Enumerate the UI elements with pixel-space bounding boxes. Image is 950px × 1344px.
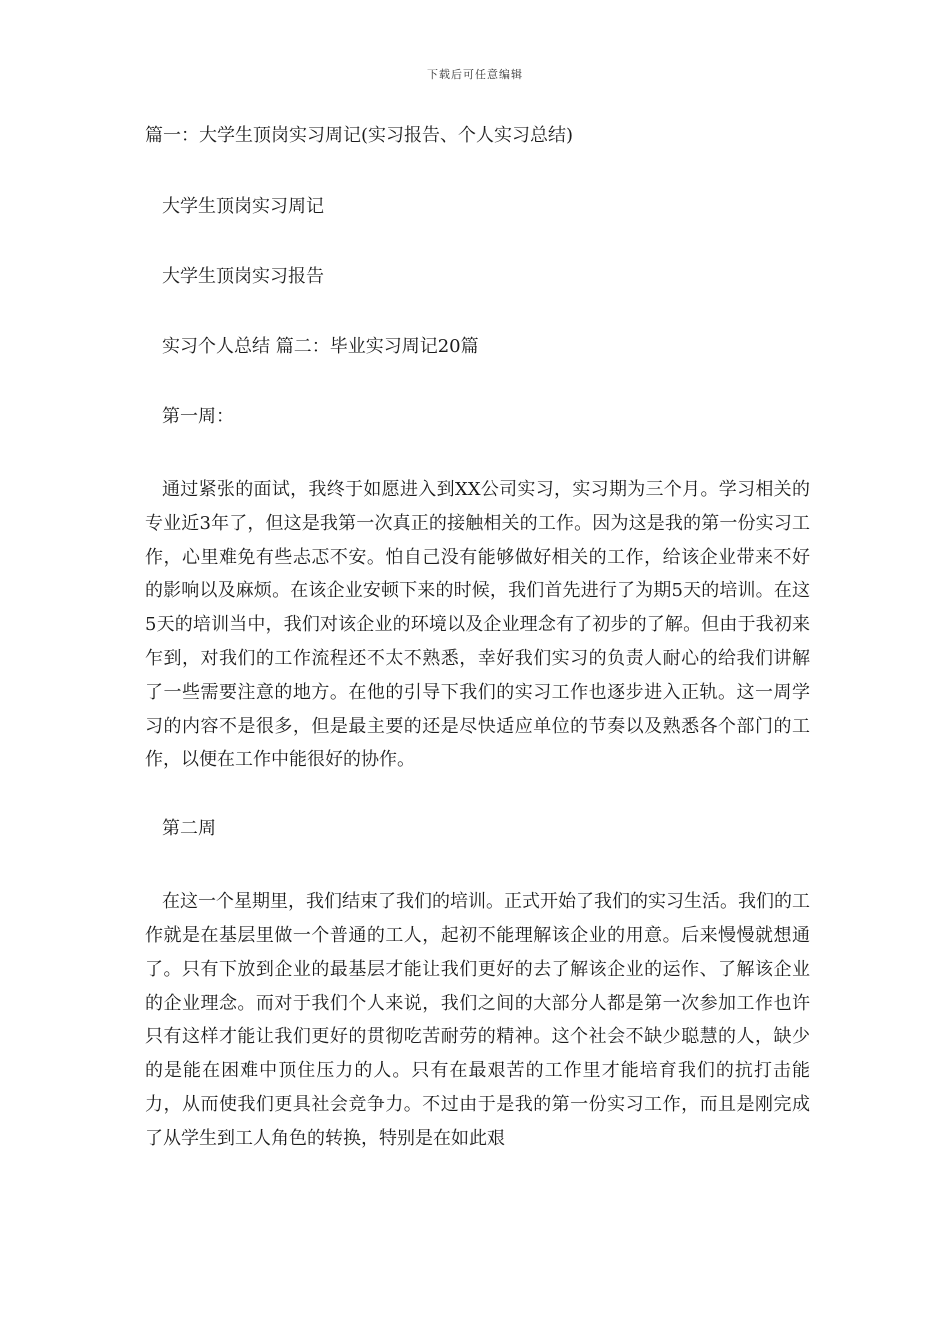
week2-heading: 第二周 bbox=[162, 818, 216, 840]
subtitle-weekly-journal: 大学生顶岗实习周记 bbox=[162, 196, 324, 217]
subtitle-personal-summary: 实习个人总结 篇二：毕业实习周记20篇 bbox=[162, 336, 479, 357]
document-title: 篇一：大学生顶岗实习周记(实习报告、个人实习总结) bbox=[145, 125, 574, 146]
week2-paragraph: 在这一个星期里，我们结束了我们的培训。正式开始了我们的实习生活。我们的工作就是在基层里做一个普通的工人，起初不能理解该企业的用意。后来慢慢就想通了。只有下放到企业的最基层才能让我们更好的去了解该企业的运作、了解该企业的企业理念。而对于我们个人来说，我们之间的大部分人都是第一次参加工作也许只有这样才能让我们更好的贯彻吃苦耐劳的精神。这个社会不缺少聪慧的人，缺少的是能在困难中顶住压力的人。只有在最艰苦的工作里才能培育我们的抗打击能力，从而使我们更具社会竞争力。不过由于是我的第一份实习工作，而且是刚完成了从学生到工人角色的转换，特别是在如此艰 bbox=[145, 891, 810, 1149]
page-header-note: 下载后可任意编辑 bbox=[427, 68, 523, 81]
week1-paragraph: 通过紧张的面试，我终于如愿进入到XX公司实习，实习期为三个月。学习相关的专业近3年了，但这是我第一次真正的接触相关的工作。因为这是我的第一份实习工作，心里难免有些忐忑不安。怕自己没有能够做好相关的工作，给该企业带来不好的影响以及麻烦。在该企业安顿下来的时候，我们首先进行了为期5天的培训。在这5天的培训当中，我们对该企业的环境以及企业理念有了初步的了解。但由于我初来乍到，对我们的工作流程还不太不熟悉，幸好我们实习的负责人耐心的给我们讲解了一些需要注意的地方。在他的引导下我们的实习工作也逐步进入正轨。这一周学习的内容不是很多，但是最主要的还是尽快适应单位的节奏以及熟悉各个部门的工作，以便在工作中能很好的协作。 bbox=[145, 479, 810, 771]
document-body bbox=[145, 122, 810, 1156]
week1-heading: 第一周： bbox=[162, 406, 234, 427]
subtitle-internship-report: 大学生顶岗实习报告 bbox=[162, 266, 324, 287]
